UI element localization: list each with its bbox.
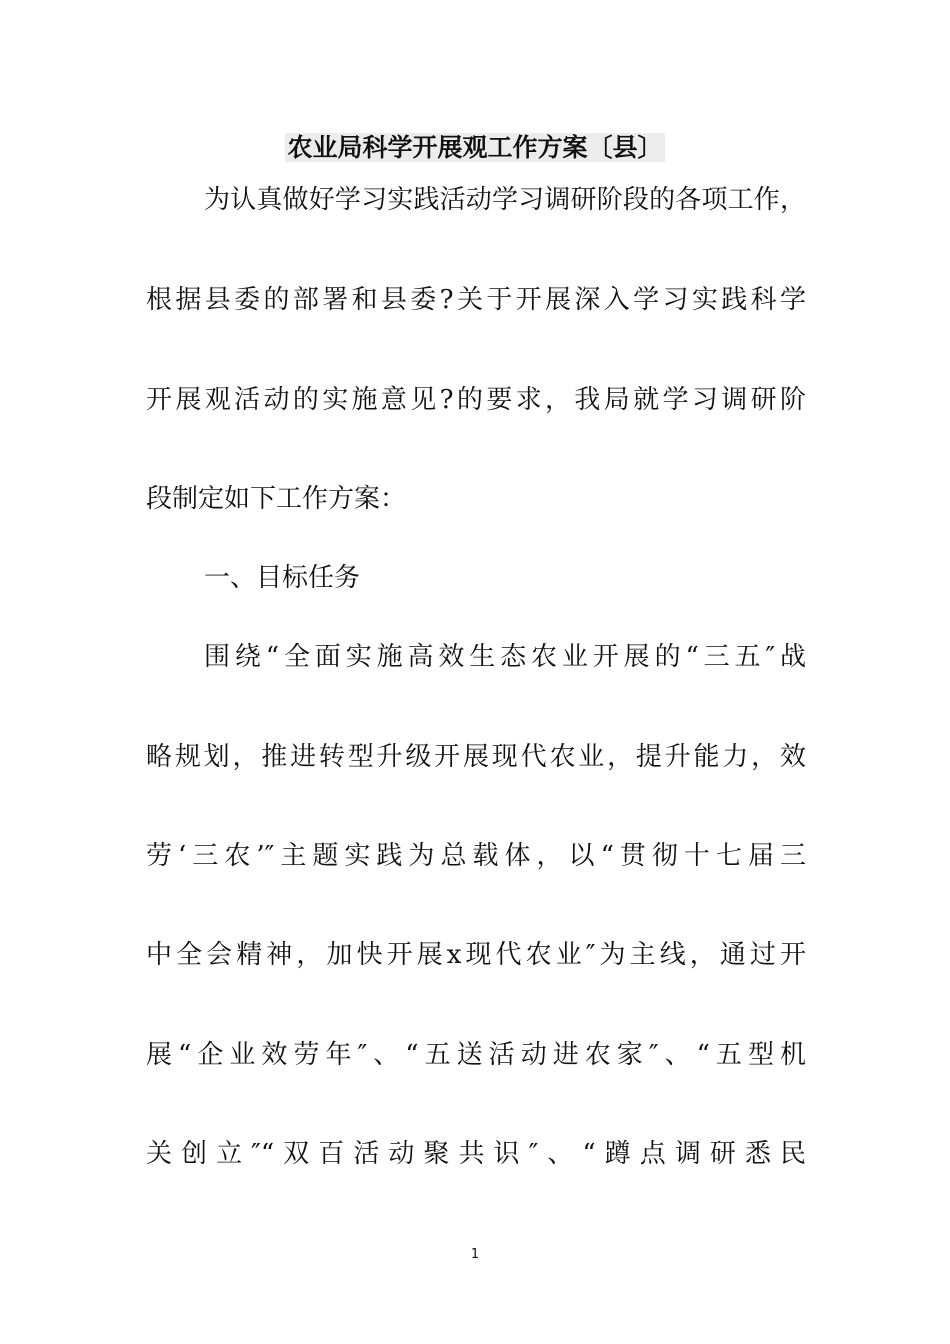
paragraph-line: 段制定如下工作方案： (146, 484, 407, 514)
paragraph-line: 展“企业效劳年″、“五送活动进农家″、“五型机 (146, 1040, 806, 1070)
document-title (0, 130, 950, 166)
paragraph-line: 关创立″“双百活动聚共识″、“蹲点调研悉民 (146, 1139, 806, 1169)
section-heading: 一、目标任务 (204, 563, 361, 593)
paragraph-line: 中全会精神，加快开展x现代农业″为主线，通过开 (146, 940, 806, 970)
document-title-text: 农业局科学开展观工作方案〔县〕 (287, 133, 663, 162)
paragraph-line: 开展观活动的实施意见?的要求，我局就学习调研阶 (146, 385, 806, 415)
paragraph-line: 略规划，推进转型升级开展现代农业，提升能力，效 (146, 742, 806, 772)
page-number: 1 (470, 1247, 480, 1262)
paragraph-line: 围绕“全面实施高效生态农业开展的“三五″战 (204, 642, 806, 672)
paragraph-line: 劳‘三农’″主题实践为总载体，以“贯彻十七届三 (146, 841, 806, 871)
paragraph-line: 根据县委的部署和县委?关于开展深入学习实践科学 (146, 285, 806, 315)
paragraph-line: 为认真做好学习实践活动学习调研阶段的各项工作， (204, 185, 806, 215)
